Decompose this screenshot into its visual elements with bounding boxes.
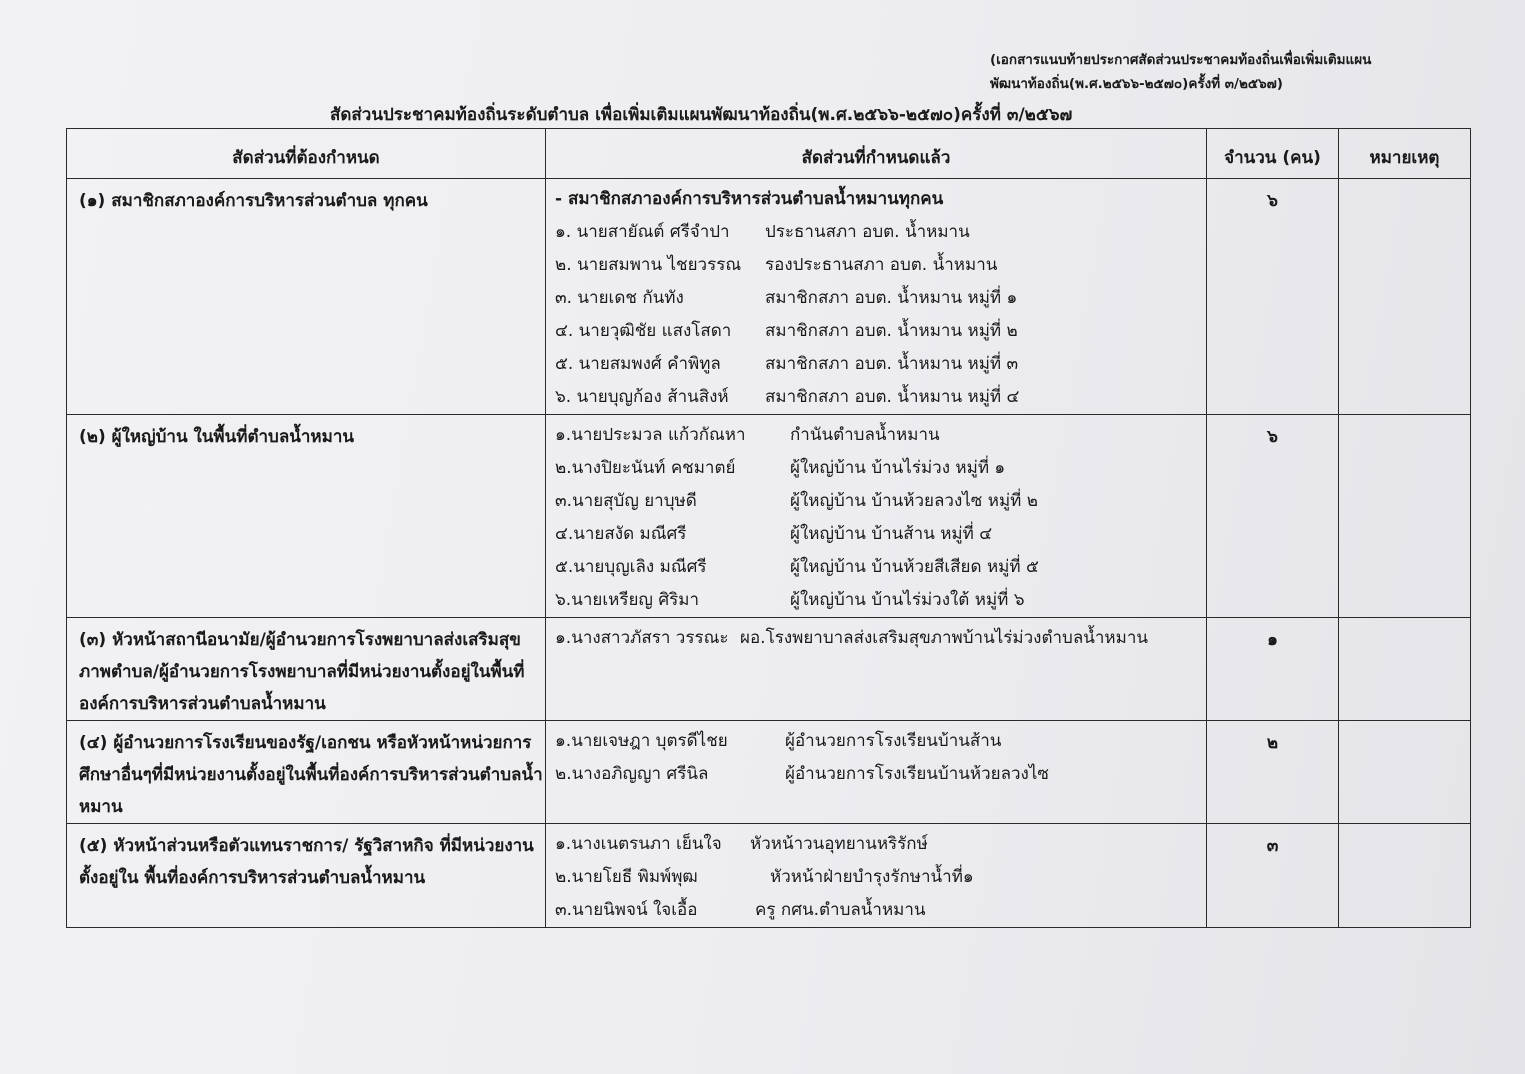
entry-role: ผู้ใหญ่บ้าน บ้านห้วยลวงไซ หมู่ที่ ๒ xyxy=(790,491,1038,511)
row-entries xyxy=(546,415,1207,618)
entry-role: สมาชิกสภา อบต. น้ำหมาน หมู่ที่ ๔ xyxy=(765,387,1020,407)
table-row xyxy=(67,415,1471,618)
row-count: ๖ xyxy=(1207,179,1339,415)
entry-line xyxy=(555,419,1206,452)
entry-name: ๓.นายสุบัญ ยาบุษดี xyxy=(555,491,697,511)
attachment-note xyxy=(990,48,1450,96)
row-count: ๖ xyxy=(1207,415,1339,618)
entry-name: ๓.นายนิพจน์ ใจเอื้อ xyxy=(555,900,698,920)
row-category: (๓) หัวหน้าสถานีอนามัย/ผู้อำนวยการโรงพยาบาลส่งเสริมสุขภาพตำบล/ผู้อำนวยการโรงพยาบาลที่มีหน่วยงานตั้งอยู่ในพื้นที่องค์การบริหารส่วนตำบลน้ำหมาน xyxy=(67,618,546,721)
entry-role: ประธานสภา อบต. น้ำหมาน xyxy=(765,222,970,242)
attachment-note-line-2: พัฒนาท้องถิ่น(พ.ศ.๒๕๖๖-๒๕๗๐)ครั้งที่ ๓/๒๕๖๗) xyxy=(990,76,1283,92)
row-entries xyxy=(546,618,1207,721)
entry-role: ผู้ใหญ่บ้าน บ้านไร่ม่วง หมู่ที่ ๑ xyxy=(790,458,1006,478)
entry-role: สมาชิกสภา อบต. น้ำหมาน หมู่ที่ ๒ xyxy=(765,321,1018,341)
row-entries xyxy=(546,824,1207,928)
entry-name: ๑.นางสาวภัสรา วรรณะ xyxy=(555,628,729,648)
entry-line xyxy=(555,381,1206,414)
table-row xyxy=(67,824,1471,928)
entry-role: สมาชิกสภา อบต. น้ำหมาน หมู่ที่ ๓ xyxy=(765,354,1019,374)
entry-name: ๖.นายเหรียญ ศิริมา xyxy=(555,590,699,610)
entry-line xyxy=(555,725,1206,758)
row-category: (๕) หัวหน้าส่วนหรือตัวแทนราชการ/ รัฐวิสาหกิจ ที่มีหน่วยงานตั้งอยู่ใน พื้นที่องค์การบริหารส่วนตำบลน้ำหมาน xyxy=(67,824,546,928)
entry-role: รองประธานสภา อบต. น้ำหมาน xyxy=(765,255,998,275)
entry-name: ๓. นายเดช กันทัง xyxy=(555,288,684,308)
row-category: (๒) ผู้ใหญ่บ้าน ในพื้นที่ตำบลน้ำหมาน xyxy=(67,415,546,618)
entry-role: กำนันตำบลน้ำหมาน xyxy=(790,425,940,445)
entry-line xyxy=(555,315,1206,348)
row-remark xyxy=(1339,179,1471,415)
header-required-proportion: สัดส่วนที่ต้องกำหนด xyxy=(67,129,546,179)
row-entries xyxy=(546,721,1207,824)
entry-line xyxy=(555,584,1206,617)
entry-name: ๑. นายสายัณต์ ศรีจำปา xyxy=(555,222,730,242)
entry-role: ครู กศน.ตำบลน้ำหมาน xyxy=(755,900,926,920)
entry-line xyxy=(555,622,1206,655)
table-row xyxy=(67,721,1471,824)
entry-line xyxy=(555,452,1206,485)
committee-table xyxy=(66,128,1471,928)
entry-line xyxy=(555,861,1206,894)
row-entries xyxy=(546,179,1207,415)
entry-name: ๑.นายเจษฎา บุตรดีไชย xyxy=(555,731,728,751)
entry-role: ผู้ใหญ่บ้าน บ้านส้าน หมู่ที่ ๔ xyxy=(790,524,993,544)
table-header-row xyxy=(67,129,1471,179)
entry-line xyxy=(555,485,1206,518)
entry-name: ๑.นายประมวล แก้วกัณหา xyxy=(555,425,746,445)
row-remark xyxy=(1339,618,1471,721)
entry-line xyxy=(555,828,1206,861)
row-count: ๓ xyxy=(1207,824,1339,928)
entry-role: หัวหน้าฝ่ายบำรุงรักษาน้ำที่๑ xyxy=(770,867,974,887)
entry-name: ๔. นายวุฒิชัย แสงโสดา xyxy=(555,321,732,341)
row-category: (๔) ผู้อำนวยการโรงเรียนของรัฐ/เอกชน หรือหัวหน้าหน่วยการศึกษาอื่นๆที่มีหน่วยงานตั้งอยู่ในพื้นที่องค์การบริหารส่วนตำบลน้ำหมาน xyxy=(67,721,546,824)
entry-role: ผู้ใหญ่บ้าน บ้านห้วยสีเสียด หมู่ที่ ๕ xyxy=(790,557,1039,577)
entry-line xyxy=(555,282,1206,315)
entry-role: ผู้อำนวยการโรงเรียนบ้านห้วยลวงไซ xyxy=(785,764,1049,784)
header-assigned-proportion: สัดส่วนที่กำหนดแล้ว xyxy=(546,129,1207,179)
entry-role: ผู้ใหญ่บ้าน บ้านไร่ม่วงใต้ หมู่ที่ ๖ xyxy=(790,590,1025,610)
entry-name: ๑.นางเนตรนภา เย็นใจ xyxy=(555,834,722,854)
attachment-note-line-1: (เอกสารแนบท้ายประกาศสัดส่วนประชาคมท้องถิ่นเพื่อเพิ่มเติมแผน xyxy=(990,52,1372,68)
table-row xyxy=(67,179,1471,415)
entry-name: ๕. นายสมพงศ์ คำพิทูล xyxy=(555,354,721,374)
entry-role: ผู้อำนวยการโรงเรียนบ้านส้าน xyxy=(785,731,1002,751)
entry-role: หัวหน้าวนอุทยานหริรักษ์ xyxy=(750,834,928,854)
entry-line xyxy=(555,216,1206,249)
entry-name: ๒.นางปิยะนันท์ คชมาตย์ xyxy=(555,458,736,478)
row-subheading: - สมาชิกสภาองค์การบริหารส่วนตำบลน้ำหมานทุกคน xyxy=(555,189,944,209)
entry-line xyxy=(555,551,1206,584)
document-title: สัดส่วนประชาคมท้องถิ่นระดับตำบล เพื่อเพิ่มเติมแผนพัฒนาท้องถิ่น(พ.ศ.๒๕๖๖-๒๕๗๐)ครั้งที่ ๓/๒๕๖๗ xyxy=(330,105,1073,125)
entry-role: ผอ.โรงพยาบาลส่งเสริมสุขภาพบ้านไร่ม่วงตำบลน้ำหมาน xyxy=(740,628,1148,648)
table-row xyxy=(67,618,1471,721)
entry-line xyxy=(555,348,1206,381)
row-count: ๑ xyxy=(1207,618,1339,721)
entry-name: ๖. นายบุญก้อง ส้านสิงห์ xyxy=(555,387,729,407)
entry-name: ๕.นายบุญเลิง มณีศรี xyxy=(555,557,707,577)
header-count: จำนวน (คน) xyxy=(1207,129,1339,179)
row-count: ๒ xyxy=(1207,721,1339,824)
entry-line xyxy=(555,518,1206,551)
row-category: (๑) สมาชิกสภาองค์การบริหารส่วนตำบล ทุกคน xyxy=(67,179,546,415)
row-remark xyxy=(1339,824,1471,928)
entry-name: ๔.นายสงัด มณีศรี xyxy=(555,524,687,544)
header-remark: หมายเหตุ xyxy=(1339,129,1471,179)
entry-name: ๒. นายสมพาน ไชยวรรณ xyxy=(555,255,742,275)
entry-line xyxy=(555,894,1206,927)
entry-line xyxy=(555,249,1206,282)
row-remark xyxy=(1339,415,1471,618)
entry-name: ๒.นายโยธี พิมพ์พุฒ xyxy=(555,867,698,887)
row-remark xyxy=(1339,721,1471,824)
entry-line xyxy=(555,758,1206,791)
entry-name: ๒.นางอภิญญา ศรีนิล xyxy=(555,764,709,784)
entry-role: สมาชิกสภา อบต. น้ำหมาน หมู่ที่ ๑ xyxy=(765,288,1018,308)
